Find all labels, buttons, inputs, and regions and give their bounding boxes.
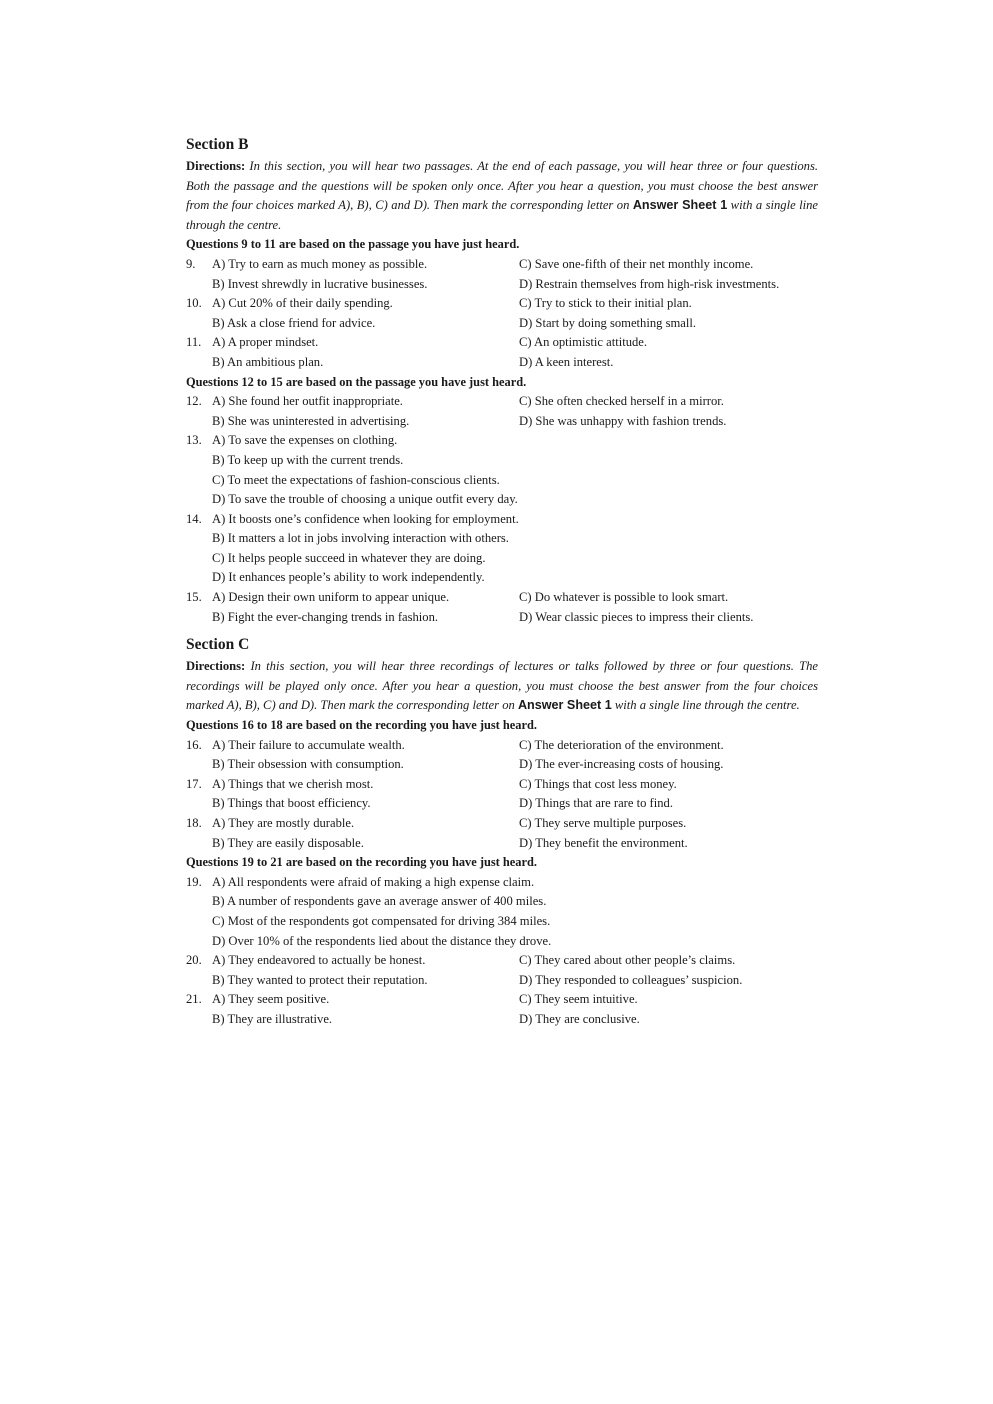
question-number: 12. bbox=[186, 394, 202, 409]
option-a: A) Things that we cherish most. bbox=[212, 776, 374, 791]
option-d: D) The ever-increasing costs of housing. bbox=[519, 757, 724, 772]
question-15-row-2 bbox=[186, 608, 818, 628]
question-20 bbox=[186, 951, 818, 971]
option-a: A) Try to earn as much money as possible. bbox=[212, 256, 428, 271]
option-a: A) Their failure to accumulate wealth. bbox=[212, 737, 405, 752]
option-d: D) They responded to colleagues’ suspicion. bbox=[519, 972, 743, 987]
question-17 bbox=[186, 775, 818, 795]
question-15 bbox=[186, 588, 818, 608]
option-d: D) They benefit the environment. bbox=[519, 835, 688, 850]
directions-text: In this section, you will hear three recordings of lectures or talks followed by three or four questions. The recordings will be played only once. After you hear a question, you must choose the best answer from the four choices marked A), B), C) and D). Then mark the corresponding letter on bbox=[186, 659, 818, 713]
question-18-row-2 bbox=[186, 834, 818, 854]
directions-text: with a single line through the centre. bbox=[611, 698, 800, 713]
question-17-row-2 bbox=[186, 794, 818, 814]
option-a: A) They endeavored to actually be honest. bbox=[212, 953, 426, 968]
directions-label: Directions: bbox=[186, 159, 246, 173]
option-a: A) A proper mindset. bbox=[212, 335, 319, 350]
option-b: B) They are illustrative. bbox=[212, 1011, 333, 1026]
directions-text: with a single line through the centre. bbox=[186, 198, 818, 232]
question-21-row-2 bbox=[186, 1010, 818, 1030]
question-number: 13. bbox=[186, 433, 202, 448]
option-c: C) Try to stick to their initial plan. bbox=[519, 296, 692, 311]
question-group-heading: Questions 19 to 21 are based on the recording you have just heard. bbox=[186, 855, 537, 870]
question-14-row-4 bbox=[186, 568, 818, 588]
question-13-row-2 bbox=[186, 451, 818, 471]
section-c-title: Section C bbox=[186, 636, 250, 654]
option-a: A) They seem positive. bbox=[212, 992, 330, 1007]
option-d: D) A keen interest. bbox=[519, 354, 614, 369]
question-18 bbox=[186, 814, 818, 834]
option-c: C) Do whatever is possible to look smart. bbox=[519, 590, 729, 605]
answer-sheet-ref: Answer Sheet 1 bbox=[632, 198, 728, 213]
option-d: D) Over 10% of the respondents lied about the distance they drove. bbox=[212, 933, 552, 948]
option-c: C) They seem intuitive. bbox=[519, 992, 638, 1007]
option-b: B) They are easily disposable. bbox=[212, 835, 364, 850]
option-c: C) An optimistic attitude. bbox=[519, 335, 648, 350]
question-20-row-2 bbox=[186, 971, 818, 991]
option-a: A) Cut 20% of their daily spending. bbox=[212, 296, 393, 311]
option-b: B) They wanted to protect their reputation. bbox=[212, 972, 428, 987]
question-number: 20. bbox=[186, 953, 202, 968]
option-d: D) Wear classic pieces to impress their clients. bbox=[519, 609, 754, 624]
option-b: B) Their obsession with consumption. bbox=[212, 757, 404, 772]
question-12 bbox=[186, 392, 818, 412]
option-b: B) It matters a lot in jobs involving interaction with others. bbox=[212, 531, 509, 546]
question-11-row-2 bbox=[186, 353, 818, 373]
option-b: B) An ambitious plan. bbox=[212, 354, 324, 369]
question-11 bbox=[186, 333, 818, 353]
question-number: 11. bbox=[186, 335, 202, 350]
question-13-row-3 bbox=[186, 471, 818, 491]
question-14-row-2 bbox=[186, 529, 818, 549]
option-b: B) Fight the ever-changing trends in fashion. bbox=[212, 609, 439, 624]
question-16 bbox=[186, 736, 818, 756]
option-d: D) They are conclusive. bbox=[519, 1011, 640, 1026]
option-c: C) It helps people succeed in whatever they are doing. bbox=[212, 550, 486, 565]
option-c: C) Save one-fifth of their net monthly income. bbox=[519, 256, 754, 271]
option-d: D) She was unhappy with fashion trends. bbox=[519, 413, 727, 428]
option-a: A) To save the expenses on clothing. bbox=[212, 433, 398, 448]
question-group-heading: Questions 16 to 18 are based on the recording you have just heard. bbox=[186, 718, 537, 733]
answer-sheet-ref: Answer Sheet 1 bbox=[517, 698, 612, 713]
option-d: D) It enhances people’s ability to work independently. bbox=[212, 570, 485, 585]
question-9-row-2 bbox=[186, 275, 818, 295]
question-19-row-4 bbox=[186, 932, 818, 952]
option-d: D) Start by doing something small. bbox=[519, 315, 697, 330]
section-b-title: Section B bbox=[186, 136, 249, 153]
option-b: B) Things that boost efficiency. bbox=[212, 796, 371, 811]
question-16-row-2 bbox=[186, 755, 818, 775]
option-b: B) She was uninterested in advertising. bbox=[212, 413, 410, 428]
question-19-row-3 bbox=[186, 912, 818, 932]
option-b: B) To keep up with the current trends. bbox=[212, 452, 404, 467]
question-13-row-4 bbox=[186, 490, 818, 510]
option-b: B) A number of respondents gave an average answer of 400 miles. bbox=[212, 894, 547, 909]
option-c: C) Things that cost less money. bbox=[519, 776, 677, 791]
section-b-directions bbox=[186, 157, 818, 235]
question-number: 18. bbox=[186, 816, 202, 830]
question-number: 17. bbox=[186, 776, 202, 791]
option-a: A) All respondents were afraid of making a high expense claim. bbox=[212, 874, 535, 889]
directions-text: In this section, you will hear two passages. At the end of each passage, you will hear three or four questions. Both the passage and the questions will be spoken only once. After you hear a question, you must choose the best answer from the four choices marked A), B), C) and D). Then mark the corresponding letter on bbox=[186, 159, 818, 213]
option-a: A) They are mostly durable. bbox=[212, 816, 355, 830]
option-d: D) Restrain themselves from high-risk investments. bbox=[519, 276, 780, 291]
option-c: C) The deterioration of the environment. bbox=[519, 737, 724, 752]
option-c: C) She often checked herself in a mirror. bbox=[519, 394, 724, 409]
question-number: 19. bbox=[186, 874, 202, 889]
question-12-row-2 bbox=[186, 412, 818, 432]
question-13 bbox=[186, 431, 818, 451]
question-number: 16. bbox=[186, 737, 202, 752]
question-14-row-3 bbox=[186, 549, 818, 569]
option-a: A) It boosts one’s confidence when looking for employment. bbox=[212, 511, 519, 526]
question-number: 14. bbox=[186, 511, 202, 526]
option-c: C) They cared about other people’s claims. bbox=[519, 953, 736, 968]
question-number: 10. bbox=[186, 296, 202, 311]
question-number: 21. bbox=[186, 992, 202, 1007]
option-d: D) Things that are rare to find. bbox=[519, 796, 673, 811]
option-a: A) She found her outfit inappropriate. bbox=[212, 394, 403, 409]
option-c: C) Most of the respondents got compensated for driving 384 miles. bbox=[212, 913, 551, 928]
question-19-row-2 bbox=[186, 892, 818, 912]
section-c-directions bbox=[186, 657, 818, 716]
question-19 bbox=[186, 873, 818, 893]
option-b: B) Ask a close friend for advice. bbox=[212, 315, 376, 330]
listening-content bbox=[186, 133, 818, 1030]
question-group-heading: Questions 12 to 15 are based on the passage you have just heard. bbox=[186, 374, 527, 389]
question-10 bbox=[186, 294, 818, 314]
question-number: 9. bbox=[186, 256, 196, 271]
option-c: C) They serve multiple purposes. bbox=[519, 816, 687, 830]
option-b: B) Invest shrewdly in lucrative businesses. bbox=[212, 276, 428, 291]
question-10-row-2 bbox=[186, 314, 818, 334]
question-14 bbox=[186, 510, 818, 530]
question-9 bbox=[186, 255, 818, 275]
question-group-heading: Questions 9 to 11 are based on the passage you have just heard. bbox=[186, 237, 520, 252]
directions-label: Directions: bbox=[186, 659, 246, 674]
question-number: 15. bbox=[186, 590, 202, 605]
question-21 bbox=[186, 990, 818, 1010]
option-d: D) To save the trouble of choosing a unique outfit every day. bbox=[212, 492, 518, 507]
option-c: C) To meet the expectations of fashion-conscious clients. bbox=[212, 472, 500, 487]
option-a: A) Design their own uniform to appear unique. bbox=[212, 590, 450, 605]
